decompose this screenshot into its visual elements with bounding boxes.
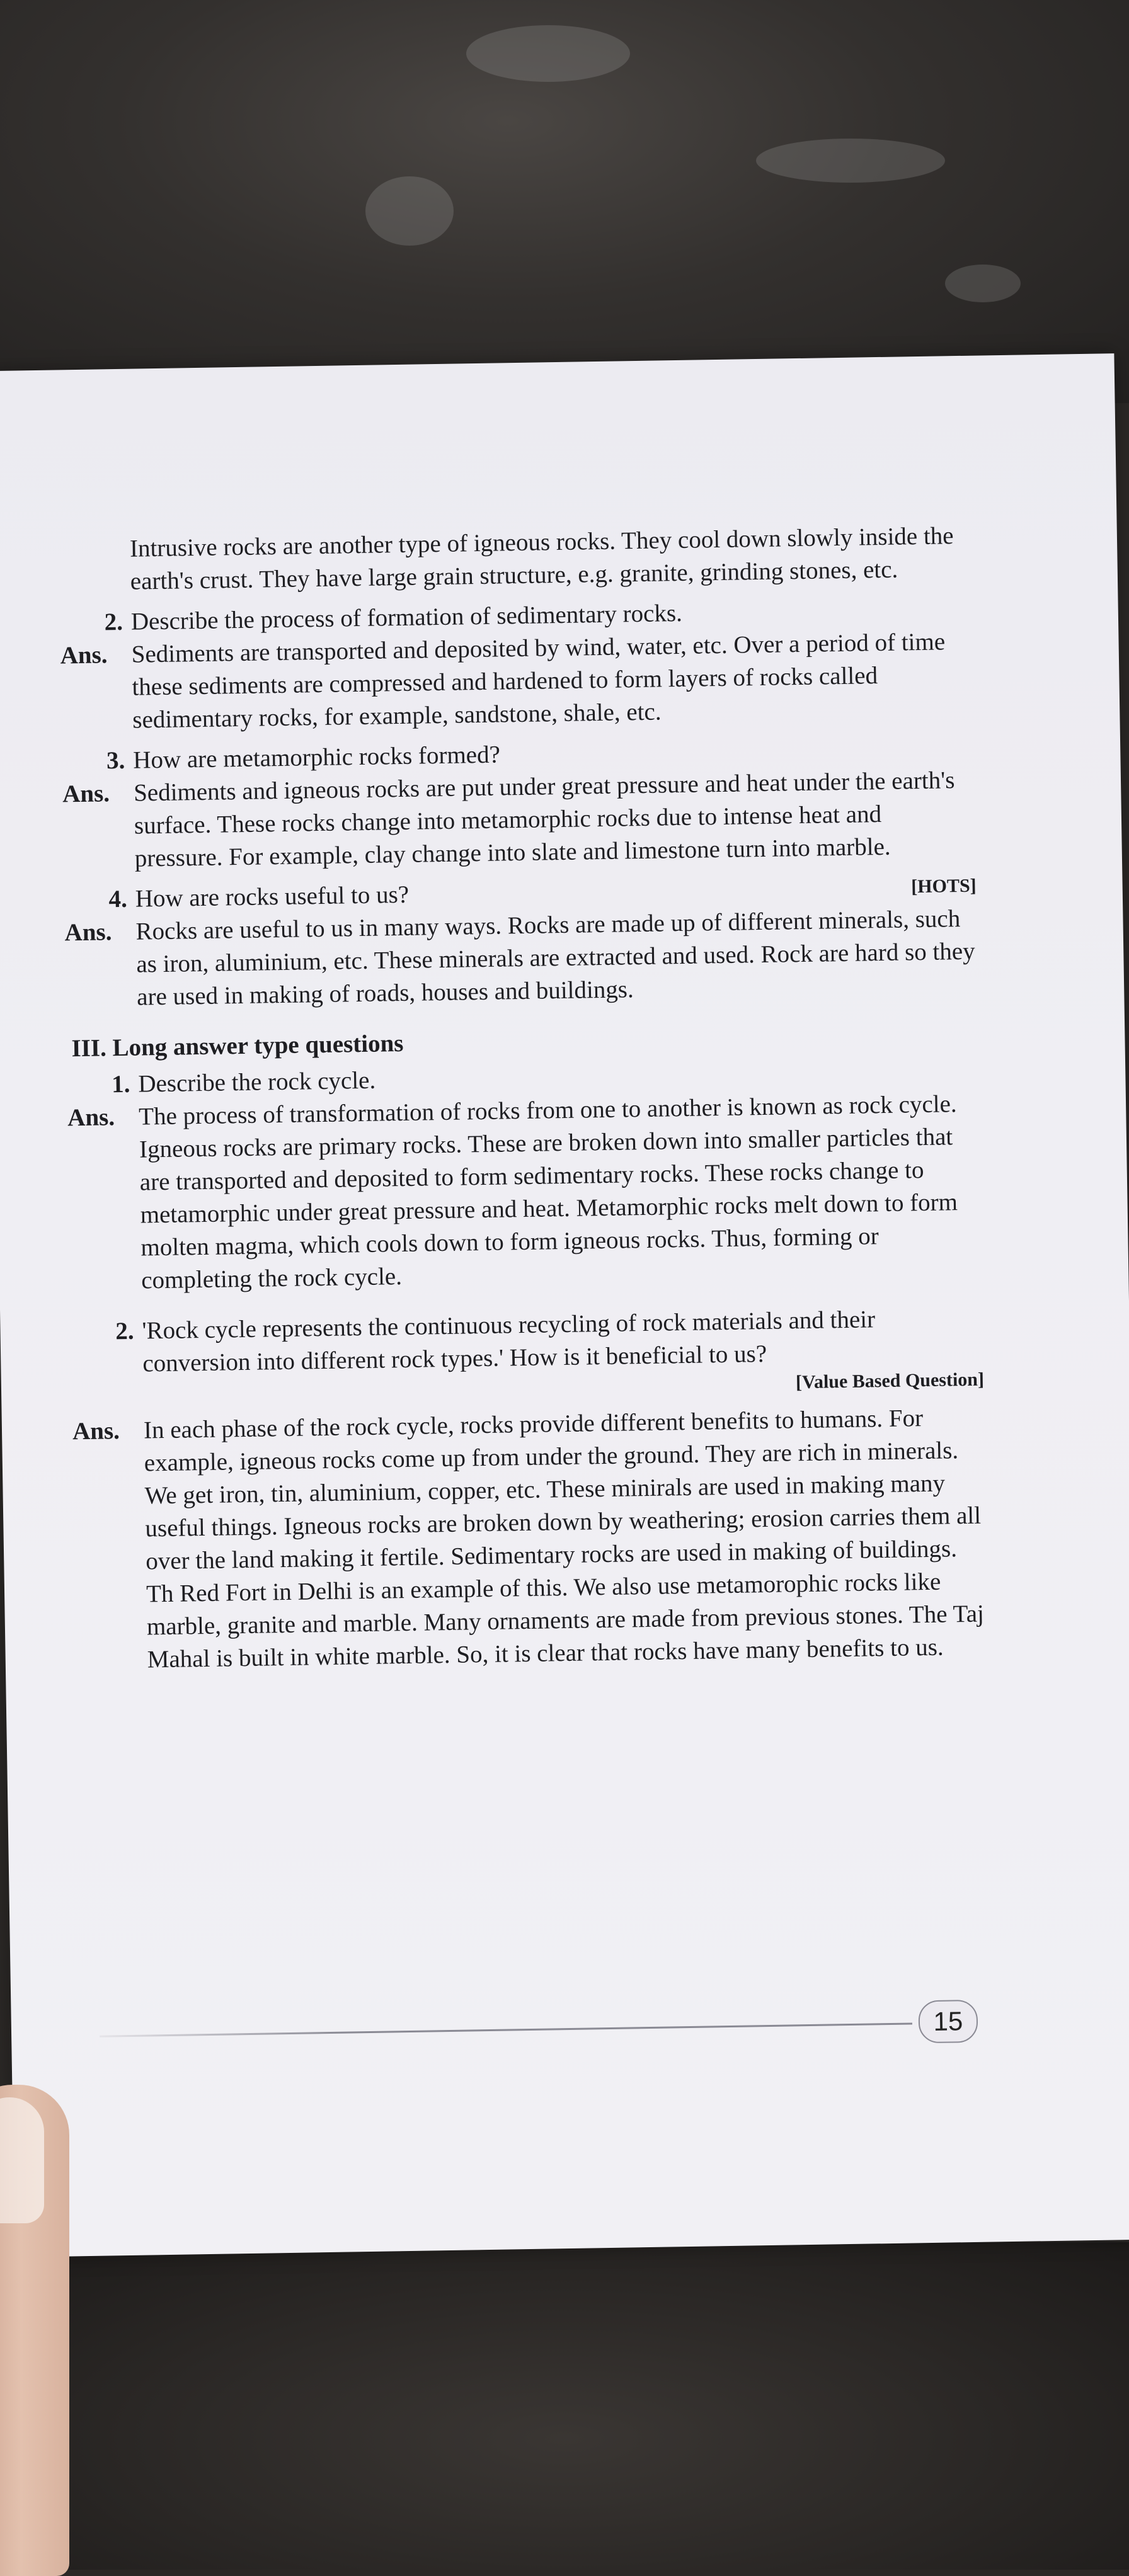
question-number: 2. xyxy=(104,608,123,636)
answer-label: Ans. xyxy=(60,641,108,670)
question-number: 2. xyxy=(115,1317,134,1345)
question-number: 3. xyxy=(106,746,125,775)
value-based-tag: [Value Based Question] xyxy=(795,1369,985,1393)
long-answer-1 xyxy=(60,1088,983,1299)
answer-text: Rocks are useful to us in many ways. Rocks are made up of different minerals, such as iron, aluminium, etc. These minerals are extracted and used. Rock are hard so they are used in making of roads, houses and buildings. xyxy=(135,905,975,1011)
answer-text: The process of transformation of rocks from one to another is known as rock cycle. Igneous rocks are primary rocks. These are broken down into smaller particles that are transported and deposited to form sedimentary rocks. These rocks change to metamorphic under great pressure and heat. Metamorphic rocks melt down to form molten magma, which cools down to form igneous rocks. Thus, forming or completing the rock cycle. xyxy=(138,1090,958,1294)
answer-text: Sediments are transported and deposited by wind, water, etc. Over a period of time these sediments are compressed and hardened to form layers of rocks called sedimentary rocks, for example, sandstone, shale, etc. xyxy=(131,628,946,734)
question-text: 'Rock cycle represents the continuous recycling of rock materials and their conversion into different rock types.' How is it beneficial to us? xyxy=(142,1306,876,1377)
page-number: 15 xyxy=(918,2000,978,2043)
answer-label: Ans. xyxy=(72,1417,120,1445)
long-answer-2 xyxy=(65,1401,989,1678)
fingernail xyxy=(0,2097,44,2223)
table-surface-bottom xyxy=(0,2242,1129,2570)
textbook-page xyxy=(0,353,1129,2257)
intro-paragraph: Intrusive rocks are another type of igneous rocks. They cool down slowly inside the earth's crust. They have large grain structure, e.g. granite, grinding stones, etc. xyxy=(129,522,954,595)
footer-rule xyxy=(100,2022,912,2037)
surface-mark xyxy=(365,176,454,246)
question-text: How are metamorphic rocks formed? xyxy=(132,741,501,774)
table-surface-top xyxy=(0,0,1129,403)
long-question-2 xyxy=(63,1302,984,1407)
question-number: 4. xyxy=(108,885,128,913)
answer-label: Ans. xyxy=(64,918,112,947)
question-text: Describe the process of formation of sedimentary rocks. xyxy=(130,599,683,635)
question-number: 1. xyxy=(111,1070,130,1098)
answer-4 xyxy=(57,903,978,1015)
surface-mark xyxy=(756,139,945,183)
answer-text: Sediments and igneous rocks are put under great pressure and heat under the earth's surface. These rocks change into metamorphic rocks due to intense heat and pressure. For example, clay change into slate and limestone turn into marble. xyxy=(133,767,955,872)
surface-mark xyxy=(945,265,1021,302)
answer-3 xyxy=(55,764,976,877)
answer-text: In each phase of the rock cycle, rocks provide different benefits to humans. For example, igneous rocks come up from under the ground. They are rich in minerals. We get iron, tin, aluminium, copper, etc. These minirals are used in making many useful things. Igneous rocks are broken down by weathering; erosion carries them all over the land making it fertile. Sedimentary rocks are used in making of buildings. Th Red Fort in Delhi is an example of this. We also use metamorophic rocks like marble, granite and marble. Many ornaments are made from previous stones. The Taj Mahal is built in white marble. So, it is clear that rocks have many benefits to us. xyxy=(143,1405,985,1673)
answer-label: Ans. xyxy=(67,1103,115,1132)
answer-2 xyxy=(52,625,973,738)
page-content xyxy=(51,520,989,1678)
surface-mark xyxy=(466,25,630,82)
question-text: Describe the rock cycle. xyxy=(138,1066,376,1098)
hots-tag: [HOTS] xyxy=(911,875,977,898)
section-heading: III. Long answer type questions xyxy=(71,1029,404,1063)
answer-label: Ans. xyxy=(62,780,110,808)
question-text: How are rocks useful to us? xyxy=(135,881,410,913)
